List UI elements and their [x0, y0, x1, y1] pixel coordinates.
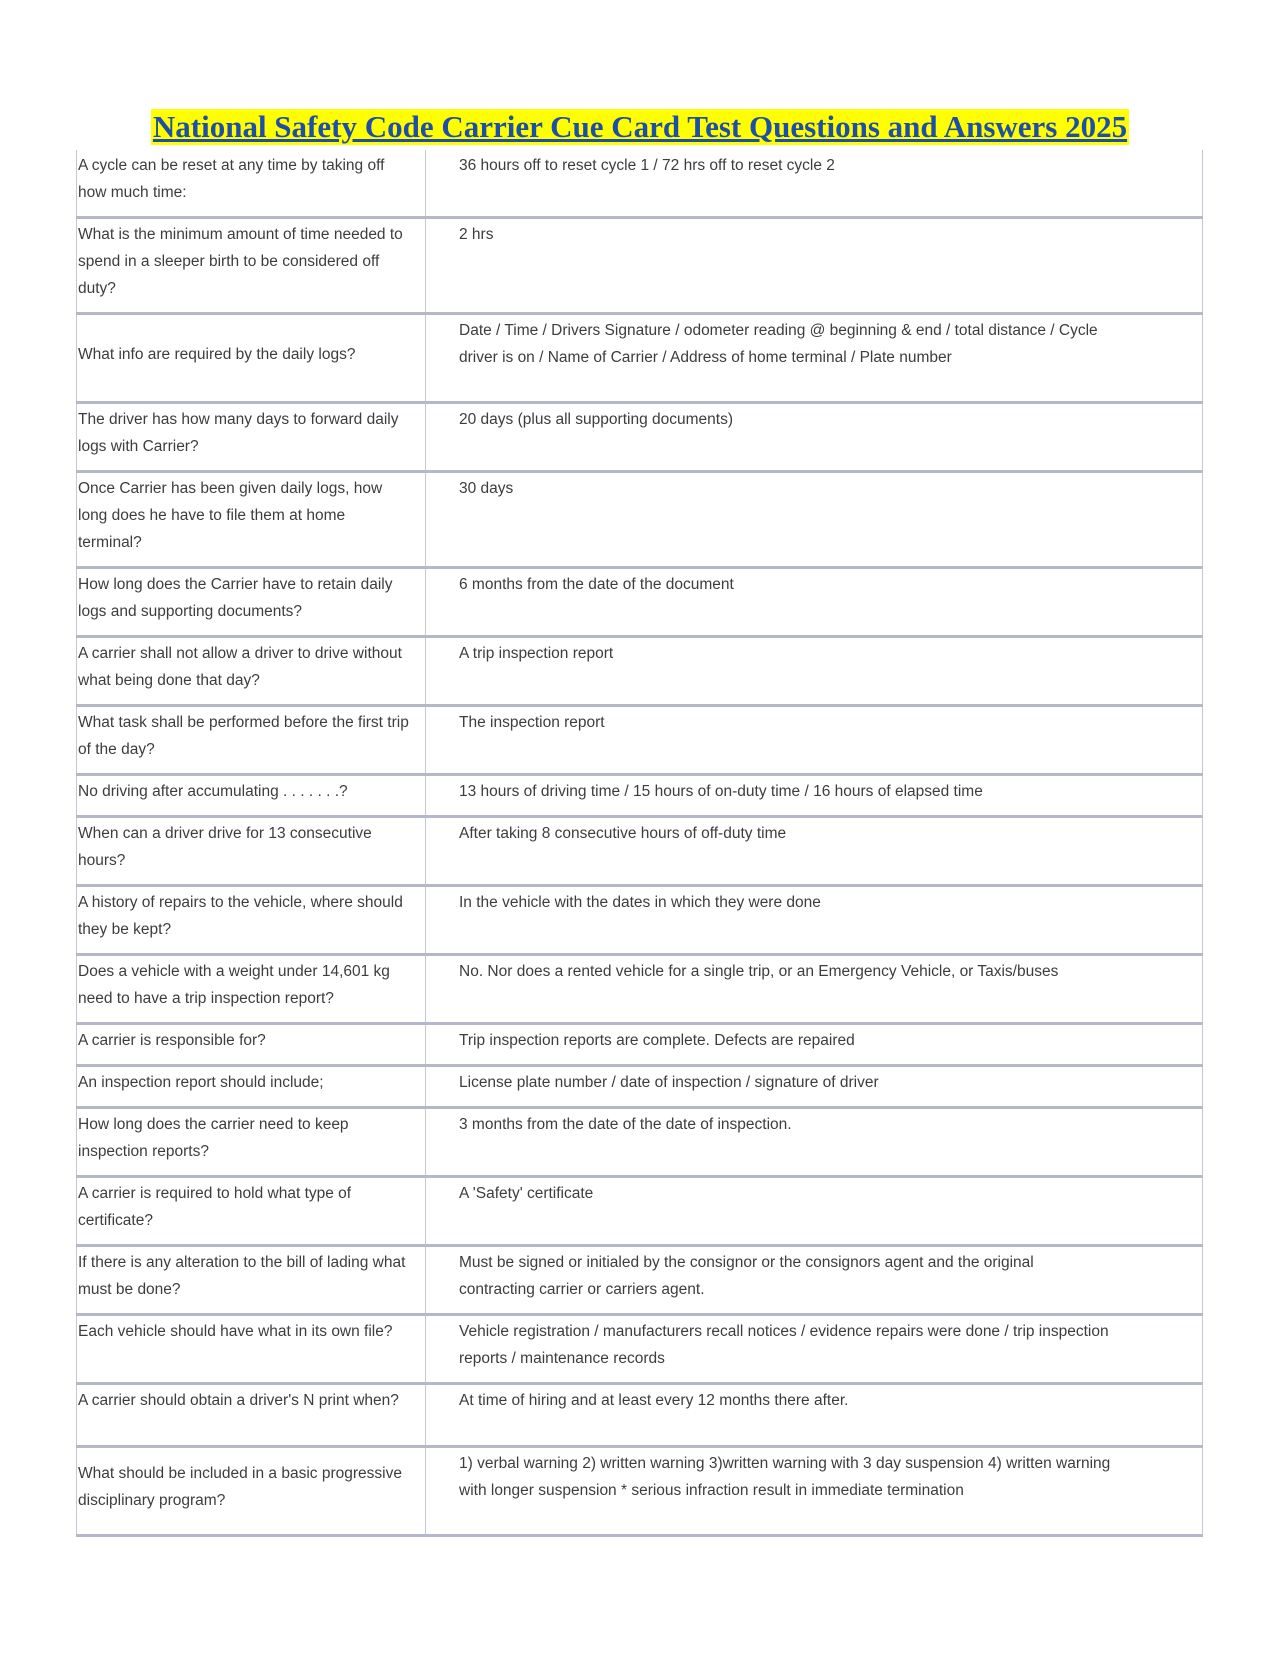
answer-cell: 20 days (plus all supporting documents) [426, 403, 1203, 472]
table-row [77, 472, 1203, 568]
table-row [77, 706, 1203, 775]
table-row [77, 1024, 1203, 1066]
question-cell: Each vehicle should have what in its own file? [77, 1315, 426, 1384]
title-container [0, 109, 1280, 145]
question-cell: A cycle can be reset at any time by taking off how much time: [77, 150, 426, 218]
question-cell: A carrier is responsible for? [77, 1024, 426, 1066]
question-cell: A carrier should obtain a driver's N print when? [77, 1384, 426, 1447]
answer-cell: Trip inspection reports are complete. Defects are repaired [426, 1024, 1203, 1066]
question-cell: Does a vehicle with a weight under 14,601 kg need to have a trip inspection report? [77, 955, 426, 1024]
table-row [77, 403, 1203, 472]
question-cell: What info are required by the daily logs? [77, 314, 426, 403]
table-row [77, 1447, 1203, 1536]
answer-cell: No. Nor does a rented vehicle for a single trip, or an Emergency Vehicle, or Taxis/buses [426, 955, 1203, 1024]
question-cell: What task shall be performed before the first trip of the day? [77, 706, 426, 775]
answer-cell: 1) verbal warning 2) written warning 3)written warning with 3 day suspension 4) written warning with longer suspension * serious infraction result in immediate termination [426, 1447, 1203, 1536]
question-cell: Once Carrier has been given daily logs, how long does he have to file them at home terminal? [77, 472, 426, 568]
question-cell: No driving after accumulating . . . . . . .? [77, 775, 426, 817]
answer-cell: In the vehicle with the dates in which they were done [426, 886, 1203, 955]
question-cell: How long does the carrier need to keep inspection reports? [77, 1108, 426, 1177]
question-cell: A history of repairs to the vehicle, where should they be kept? [77, 886, 426, 955]
table-row [77, 1315, 1203, 1384]
table-row [77, 1066, 1203, 1108]
answer-cell: 30 days [426, 472, 1203, 568]
table-row [77, 637, 1203, 706]
question-cell: An inspection report should include; [77, 1066, 426, 1108]
answer-cell: 36 hours off to reset cycle 1 / 72 hrs off to reset cycle 2 [426, 150, 1203, 218]
answer-cell: After taking 8 consecutive hours of off-duty time [426, 817, 1203, 886]
question-cell: What is the minimum amount of time needed to spend in a sleeper birth to be considered off duty? [77, 218, 426, 314]
answer-cell: Date / Time / Drivers Signature / odometer reading @ beginning & end / total distance / Cycle driver is on / Name of Carrier / Address of home terminal / Plate number [426, 314, 1203, 403]
answer-cell: A 'Safety' certificate [426, 1177, 1203, 1246]
table-row [77, 886, 1203, 955]
table-row [77, 775, 1203, 817]
answer-cell: At time of hiring and at least every 12 months there after. [426, 1384, 1203, 1447]
document-title: National Safety Code Carrier Cue Card Test Questions and Answers 2025 [152, 109, 1128, 144]
answer-cell: License plate number / date of inspection / signature of driver [426, 1066, 1203, 1108]
table-row [77, 1384, 1203, 1447]
answer-cell: A trip inspection report [426, 637, 1203, 706]
answer-cell: 2 hrs [426, 218, 1203, 314]
answer-cell: 6 months from the date of the document [426, 568, 1203, 637]
table-row [77, 1108, 1203, 1177]
question-cell: What should be included in a basic progressive disciplinary program? [77, 1447, 426, 1536]
table-row [77, 568, 1203, 637]
question-cell: If there is any alteration to the bill of lading what must be done? [77, 1246, 426, 1315]
table-row [77, 150, 1203, 218]
answer-cell: 3 months from the date of the date of inspection. [426, 1108, 1203, 1177]
table-row [77, 1177, 1203, 1246]
table-row [77, 314, 1203, 403]
answer-cell: Vehicle registration / manufacturers recall notices / evidence repairs were done / trip inspection reports / maintenance records [426, 1315, 1203, 1384]
answer-cell: The inspection report [426, 706, 1203, 775]
answer-cell: 13 hours of driving time / 15 hours of on-duty time / 16 hours of elapsed time [426, 775, 1203, 817]
question-cell: The driver has how many days to forward daily logs with Carrier? [77, 403, 426, 472]
question-cell: A carrier shall not allow a driver to drive without what being done that day? [77, 637, 426, 706]
table-row [77, 1246, 1203, 1315]
table-row [77, 218, 1203, 314]
question-cell: A carrier is required to hold what type of certificate? [77, 1177, 426, 1246]
qa-table [76, 150, 1203, 1537]
question-cell: When can a driver drive for 13 consecutive hours? [77, 817, 426, 886]
table-row [77, 817, 1203, 886]
question-cell: How long does the Carrier have to retain daily logs and supporting documents? [77, 568, 426, 637]
table-row [77, 955, 1203, 1024]
answer-cell: Must be signed or initialed by the consignor or the consignors agent and the original contracting carrier or carriers agent. [426, 1246, 1203, 1315]
